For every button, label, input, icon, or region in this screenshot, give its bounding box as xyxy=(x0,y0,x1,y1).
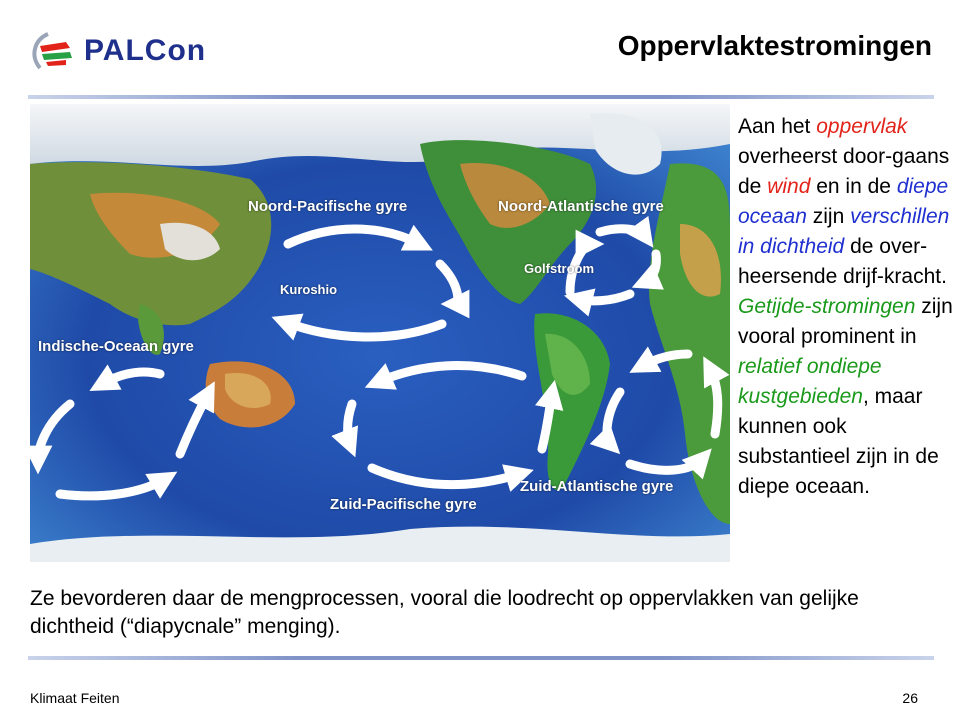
footer-title: Klimaat Feiten xyxy=(30,690,120,706)
side-text: Aan het xyxy=(738,115,817,138)
label-indische-oceaan-gyre: Indische-Oceaan gyre xyxy=(38,338,194,355)
page-title: Oppervlaktestromingen xyxy=(617,30,932,61)
side-text: zijn xyxy=(806,205,851,228)
logo-text: PALCon xyxy=(84,34,207,67)
side-text: zijn vooral prominent in xyxy=(738,295,953,348)
highlight-kustgebieden: relatief ondiepe kustgebieden xyxy=(738,355,882,408)
page-number: 26 xyxy=(902,690,918,706)
top-divider xyxy=(28,95,934,99)
label-zuid-atlantische-gyre: Zuid-Atlantische gyre xyxy=(520,478,674,495)
ocean-gyre-map xyxy=(30,104,730,562)
highlight-wind: wind xyxy=(767,175,811,198)
side-text: overheerst door-gaans de xyxy=(738,145,950,198)
highlight-dichtheid: verschillen in dichtheid xyxy=(738,205,950,258)
logo-hand-icon xyxy=(26,26,86,76)
bottom-divider xyxy=(28,656,934,660)
label-noord-atlantische-gyre: Noord-Atlantische gyre xyxy=(498,198,664,215)
bottom-paragraph: Ze bevorderen daar de mengprocessen, vooral die loodrecht op oppervlakken van gelijke dichtheid (“diapycnale” menging). xyxy=(30,587,859,638)
label-zuid-pacifische-gyre: Zuid-Pacifische gyre xyxy=(330,496,477,513)
side-paragraph xyxy=(738,112,953,502)
label-kuroshio: Kuroshio xyxy=(280,282,338,297)
label-golfstroom: Golfstroom xyxy=(524,261,595,276)
highlight-diepe-oceaan: diepe oceaan xyxy=(738,175,949,228)
side-text: , maar kunnen ook substantieel zijn in de diepe oceaan. xyxy=(738,385,939,498)
highlight-getijdestromingen: Getijde-stromingen xyxy=(738,295,916,318)
side-text: en in de xyxy=(810,175,897,198)
label-noord-pacifische-gyre: Noord-Pacifische gyre xyxy=(248,198,408,215)
side-text: de over-heersende drijf-kracht. xyxy=(738,235,947,288)
palcon-logo xyxy=(26,26,216,76)
highlight-oppervlak: oppervlak xyxy=(816,115,908,138)
